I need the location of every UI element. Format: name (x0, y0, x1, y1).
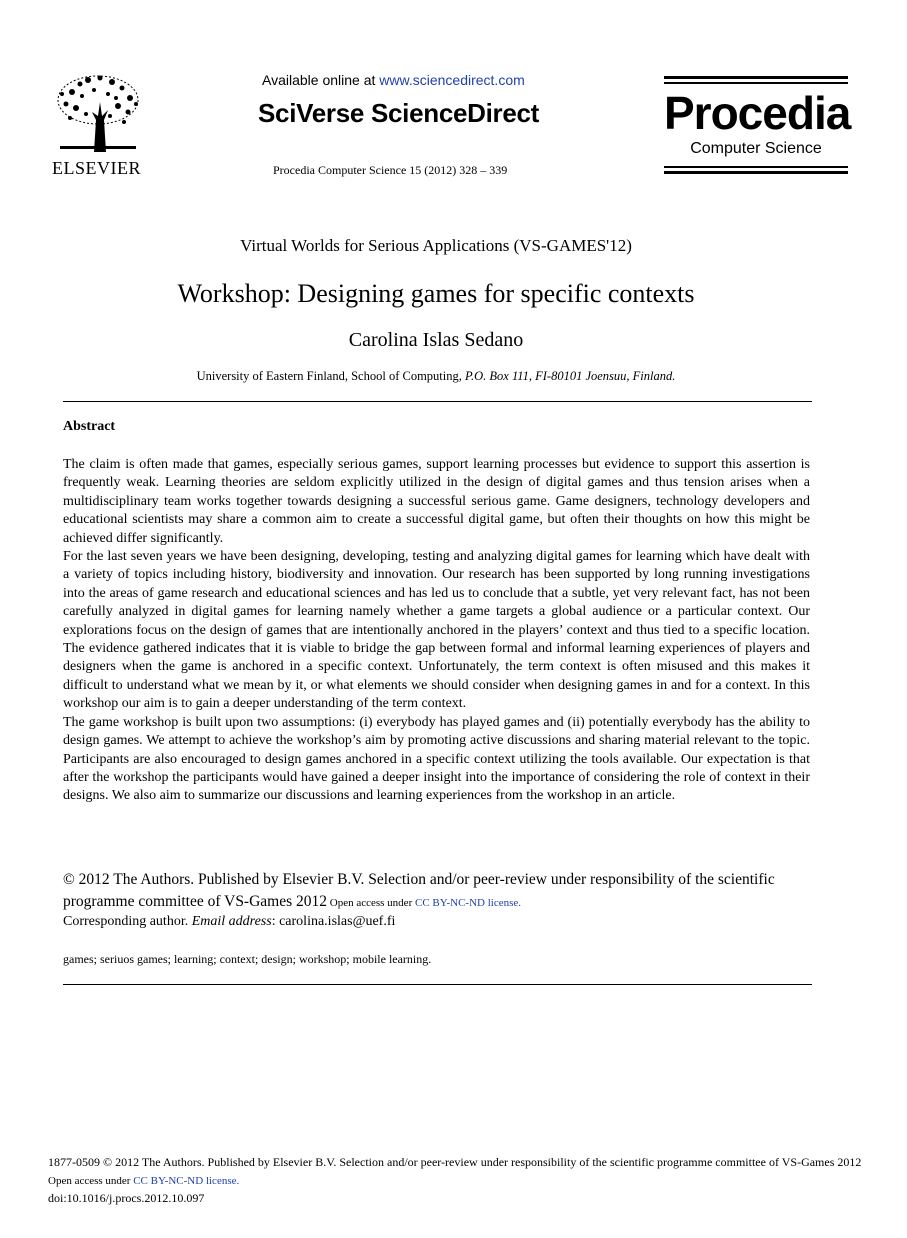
elsevier-logo (52, 72, 148, 180)
available-prefix: Available online at (262, 72, 380, 88)
logo-rule (664, 166, 848, 168)
footer-copyright-text: 1877-0509 © 2012 The Authors. Published by Elsevier B.V. Selection and/or peer-review under responsibility of the scientific programme committee of VS-Games 2012 (48, 1155, 862, 1169)
divider (63, 401, 812, 402)
email-address: : carolina.islas@uef.fi (271, 914, 396, 929)
corresponding-author (63, 914, 395, 930)
affiliation-address: P.O. Box 111, FI-80101 Joensuu, Finland. (465, 369, 676, 383)
copyright-notice (63, 869, 833, 914)
keywords: games; seriuos games; learning; context; design; workshop; mobile learning. (63, 952, 432, 966)
email-label: Email address (191, 914, 272, 929)
procedia-logo-title: Procedia (664, 87, 851, 139)
copyright-text: © 2012 The Authors. Published by Elsevier B.V. Selection and/or peer-review under responsibility of the scientific programme committee of VS-Games 2012 (63, 871, 775, 910)
open-access-label: Open access under (327, 897, 415, 909)
platform-name: SciVerse ScienceDirect (258, 98, 540, 128)
logo-rule (664, 76, 848, 79)
affiliation-institution: University of Eastern Finland, School of Computing, (196, 369, 465, 383)
sciencedirect-link[interactable]: www.sciencedirect.com (379, 72, 525, 88)
corresponding-prefix: Corresponding author. (63, 914, 192, 929)
paper-title: Workshop: Designing games for specific contexts (177, 279, 695, 308)
abstract-paragraph: For the last seven years we have been designing, developing, testing and analyzing digital games for learning which have dealt with a variety of topics including history, biodiversity and innovation. Our research has been supported by long running investigations into the areas of game research and educational sciences and has led us to conclude that a subtle, yet very relevant fact, has not been carefully analyzed in digital games for learning namely whether a game targets a global audience or a particular context. Our explorations focus on the design of games that are intentionally anchored in the players’ context and thus tied to a specific location. The evidence gathered indicates that it is viable to bridge the gap between formal and informal learning experiences of players and designers when the game is anchored in a specific context. Unfortunately, the term context is often misused and this makes it difficult to understand what we mean by it, or what elements we should consider when designing games in and for a context. In this workshop our aim is to gain a deeper understanding of the term context. (63, 549, 810, 712)
procedia-logo (664, 76, 851, 176)
procedia-logo-subtitle: Computer Science (690, 140, 822, 157)
logo-rule (664, 171, 848, 174)
license-link[interactable]: CC BY-NC-ND license. (414, 897, 522, 909)
logo-rule (664, 82, 848, 84)
footer-open-access-label: Open access under (48, 1175, 134, 1187)
abstract-paragraph: The claim is often made that games, especially serious games, support learning processes but evidence to support this assertion is frequently weak. Learning theories are seldom explicitly utilized in the design of digital games and thus tension arises when a multidisciplinary team works together towards designing a successful serious game. Game designers, technology developers and educational scientists may share a common aim to create a successful digital game, but often their thoughts on how this might be achieved differ significantly. (63, 457, 810, 546)
available-online-line (262, 72, 525, 88)
doi: doi:10.1016/j.procs.2012.10.097 (48, 1191, 205, 1205)
journal-reference: Procedia Computer Science 15 (2012) 328 – 339 (273, 163, 508, 177)
affiliation (0, 369, 872, 384)
author-name: Carolina Islas Sedano (348, 329, 524, 351)
footer-license-link[interactable]: CC BY-NC-ND license. (133, 1175, 240, 1187)
conference-name: Virtual Worlds for Serious Applications (VS-GAMES'12) (240, 236, 632, 255)
abstract-body (63, 456, 810, 806)
divider (63, 984, 812, 985)
elsevier-tree-icon (52, 72, 144, 154)
abstract-paragraph: The game workshop is built upon two assumptions: (i) everybody has played games and (ii) potentially everybody has the ability to design games. We attempt to achieve the workshop’s aim by promoting active discussions and sharing material relevant to the topic. Participants are also encouraged to design games anchored in a specific context utilizing the tools available. Our expectation is that after the workshop the participants would have gained a deeper insight into the importance of considering the role of context in their designs. We also aim to summarize our discussions and learning experiences from the workshop in an article. (63, 714, 810, 804)
publisher-logo-text: ELSEVIER (52, 158, 141, 178)
page-footer (48, 1154, 868, 1207)
footer-copyright (48, 1154, 868, 1190)
abstract-heading: Abstract (63, 419, 116, 434)
